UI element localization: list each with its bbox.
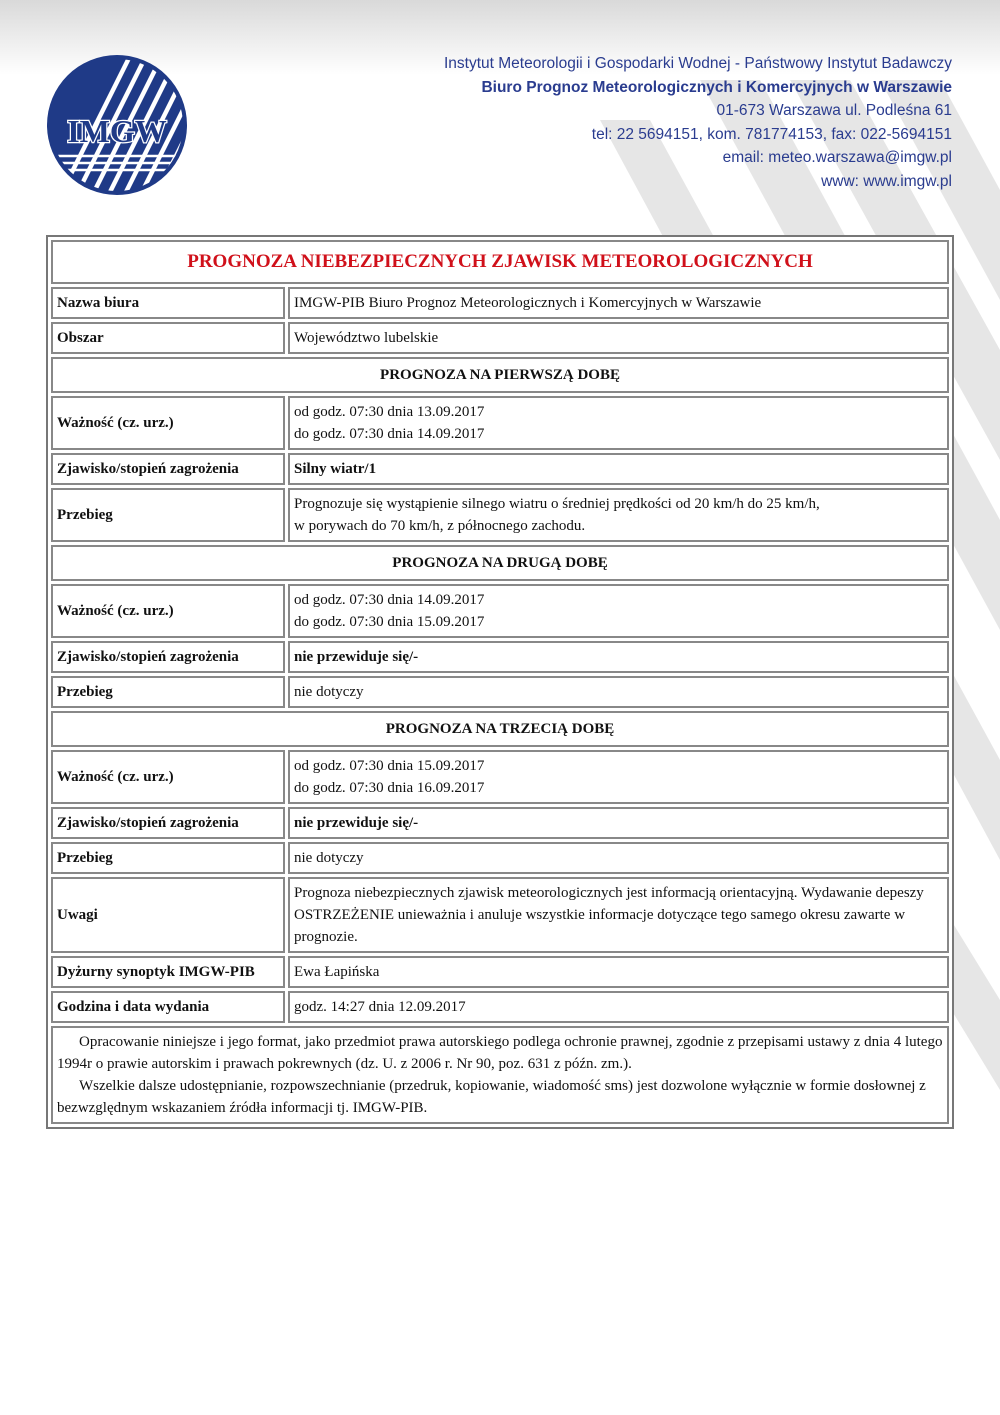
day3-course-value: nie dotyczy xyxy=(288,842,949,874)
day3-validity-value xyxy=(288,750,949,804)
day1-phenomenon-value: Silny wiatr/1 xyxy=(288,453,949,485)
forecast-table xyxy=(46,235,954,1129)
email[interactable]: email: meteo.warszawa@imgw.pl xyxy=(722,149,952,166)
address: 01-673 Warszawa ul. Podleśna 61 xyxy=(716,102,952,119)
document-title: PROGNOZA NIEBEZPIECZNYCH ZJAWISK METEOROLOGICZNYCH xyxy=(51,240,949,284)
area-label: Obszar xyxy=(51,322,285,354)
table-row xyxy=(51,322,949,354)
day2-phenomenon-label: Zjawisko/stopień zagrożenia xyxy=(51,641,285,673)
day2-course-value: nie dotyczy xyxy=(288,676,949,708)
notes-value: Prognoza niebezpiecznych zjawisk meteorologicznych jest informacją orientacyjną. Wydawanie depeszy OSTRZEŻENIE unieważnia i anuluje wszystkie informacje dotyczące tego samego okresu zawarte w prognozie. xyxy=(288,877,949,953)
day3-phenomenon-label: Zjawisko/stopień zagrożenia xyxy=(51,807,285,839)
table-row xyxy=(51,676,949,708)
day3-validity-to: do godz. 07:30 dnia 16.09.2017 xyxy=(294,780,485,796)
table-row xyxy=(51,750,949,804)
day1-validity-value xyxy=(288,396,949,450)
website[interactable]: www: www.imgw.pl xyxy=(821,172,952,190)
institute-name: Instytut Meteorologii i Gospodarki Wodnej - Państwowy Instytut Badawczy xyxy=(444,55,952,72)
day3-heading: PROGNOZA NA TRZECIĄ DOBĘ xyxy=(51,711,949,747)
forecaster-value: Ewa Łapińska xyxy=(288,956,949,988)
table-row xyxy=(51,641,949,673)
phone: tel: 22 5694151, kom. 781774153, fax: 022-5694151 xyxy=(591,125,952,143)
copyright-paragraph-1: Opracowanie niniejsze i jego format, jako przedmiot prawa autorskiego podlega ochronie prawnej, zgodnie z przepisami ustawy z dnia 4 lutego 1994r o prawie autorskim i prawach pokrewnych (dz. U. z 2006 r. Nr 90, poz. 631 z późn. zm.). xyxy=(57,1034,943,1072)
day1-validity-label: Ważność (cz. urz.) xyxy=(51,396,285,450)
imgw-logo xyxy=(46,54,188,196)
copyright-paragraph-2: Wszelkie dalsze udostępnianie, rozpowszechnianie (przedruk, kopiowanie, wiadomość sms) jest dozwolone wyłącznie w formie dosłownej z bezwzględnym wskazaniem źródła informacji tj. IMGW-PIB. xyxy=(57,1078,926,1116)
day2-validity-label: Ważność (cz. urz.) xyxy=(51,584,285,638)
area-value: Województwo lubelskie xyxy=(288,322,949,354)
notes-label: Uwagi xyxy=(51,877,285,953)
institute-header xyxy=(444,52,952,193)
forecaster-label: Dyżurny synoptyk IMGW-PIB xyxy=(51,956,285,988)
day1-phenomenon-label: Zjawisko/stopień zagrożenia xyxy=(51,453,285,485)
day2-validity-from: od godz. 07:30 dnia 14.09.2017 xyxy=(294,592,485,608)
table-row xyxy=(51,287,949,319)
office-label: Nazwa biura xyxy=(51,287,285,319)
day1-course-value xyxy=(288,488,949,542)
office-value: IMGW-PIB Biuro Prognoz Meteorologicznych i Komercyjnych w Warszawie xyxy=(288,287,949,319)
table-row xyxy=(51,453,949,485)
office-name: Biuro Prognoz Meteorologicznych i Komercyjnych w Warszawie xyxy=(481,78,952,96)
table-row xyxy=(51,877,949,953)
day1-heading: PROGNOZA NA PIERWSZĄ DOBĘ xyxy=(51,357,949,393)
copyright-notice xyxy=(51,1026,949,1124)
day1-validity-to: do godz. 07:30 dnia 14.09.2017 xyxy=(294,426,485,442)
day1-course-line1: Prognozuje się wystąpienie silnego wiatru o średniej prędkości od 20 km/h do 25 km/h, xyxy=(294,496,820,512)
table-row xyxy=(51,842,949,874)
table-row xyxy=(51,396,949,450)
table-row xyxy=(51,991,949,1023)
day3-course-label: Przebieg xyxy=(51,842,285,874)
day2-heading: PROGNOZA NA DRUGĄ DOBĘ xyxy=(51,545,949,581)
issued-value: godz. 14:27 dnia 12.09.2017 xyxy=(288,991,949,1023)
day1-course-line2: w porywach do 70 km/h, z północnego zachodu. xyxy=(294,518,586,534)
day3-phenomenon-value: nie przewiduje się/- xyxy=(288,807,949,839)
table-row xyxy=(51,807,949,839)
day3-validity-label: Ważność (cz. urz.) xyxy=(51,750,285,804)
table-row xyxy=(51,488,949,542)
day3-validity-from: od godz. 07:30 dnia 15.09.2017 xyxy=(294,758,485,774)
day2-validity-to: do godz. 07:30 dnia 15.09.2017 xyxy=(294,614,485,630)
day1-course-label: Przebieg xyxy=(51,488,285,542)
table-row xyxy=(51,584,949,638)
table-row xyxy=(51,956,949,988)
day2-course-label: Przebieg xyxy=(51,676,285,708)
day2-phenomenon-value: nie przewiduje się/- xyxy=(288,641,949,673)
logo-text: IMGW xyxy=(67,113,167,149)
day2-validity-value xyxy=(288,584,949,638)
day1-validity-from: od godz. 07:30 dnia 13.09.2017 xyxy=(294,404,485,420)
issued-label: Godzina i data wydania xyxy=(51,991,285,1023)
